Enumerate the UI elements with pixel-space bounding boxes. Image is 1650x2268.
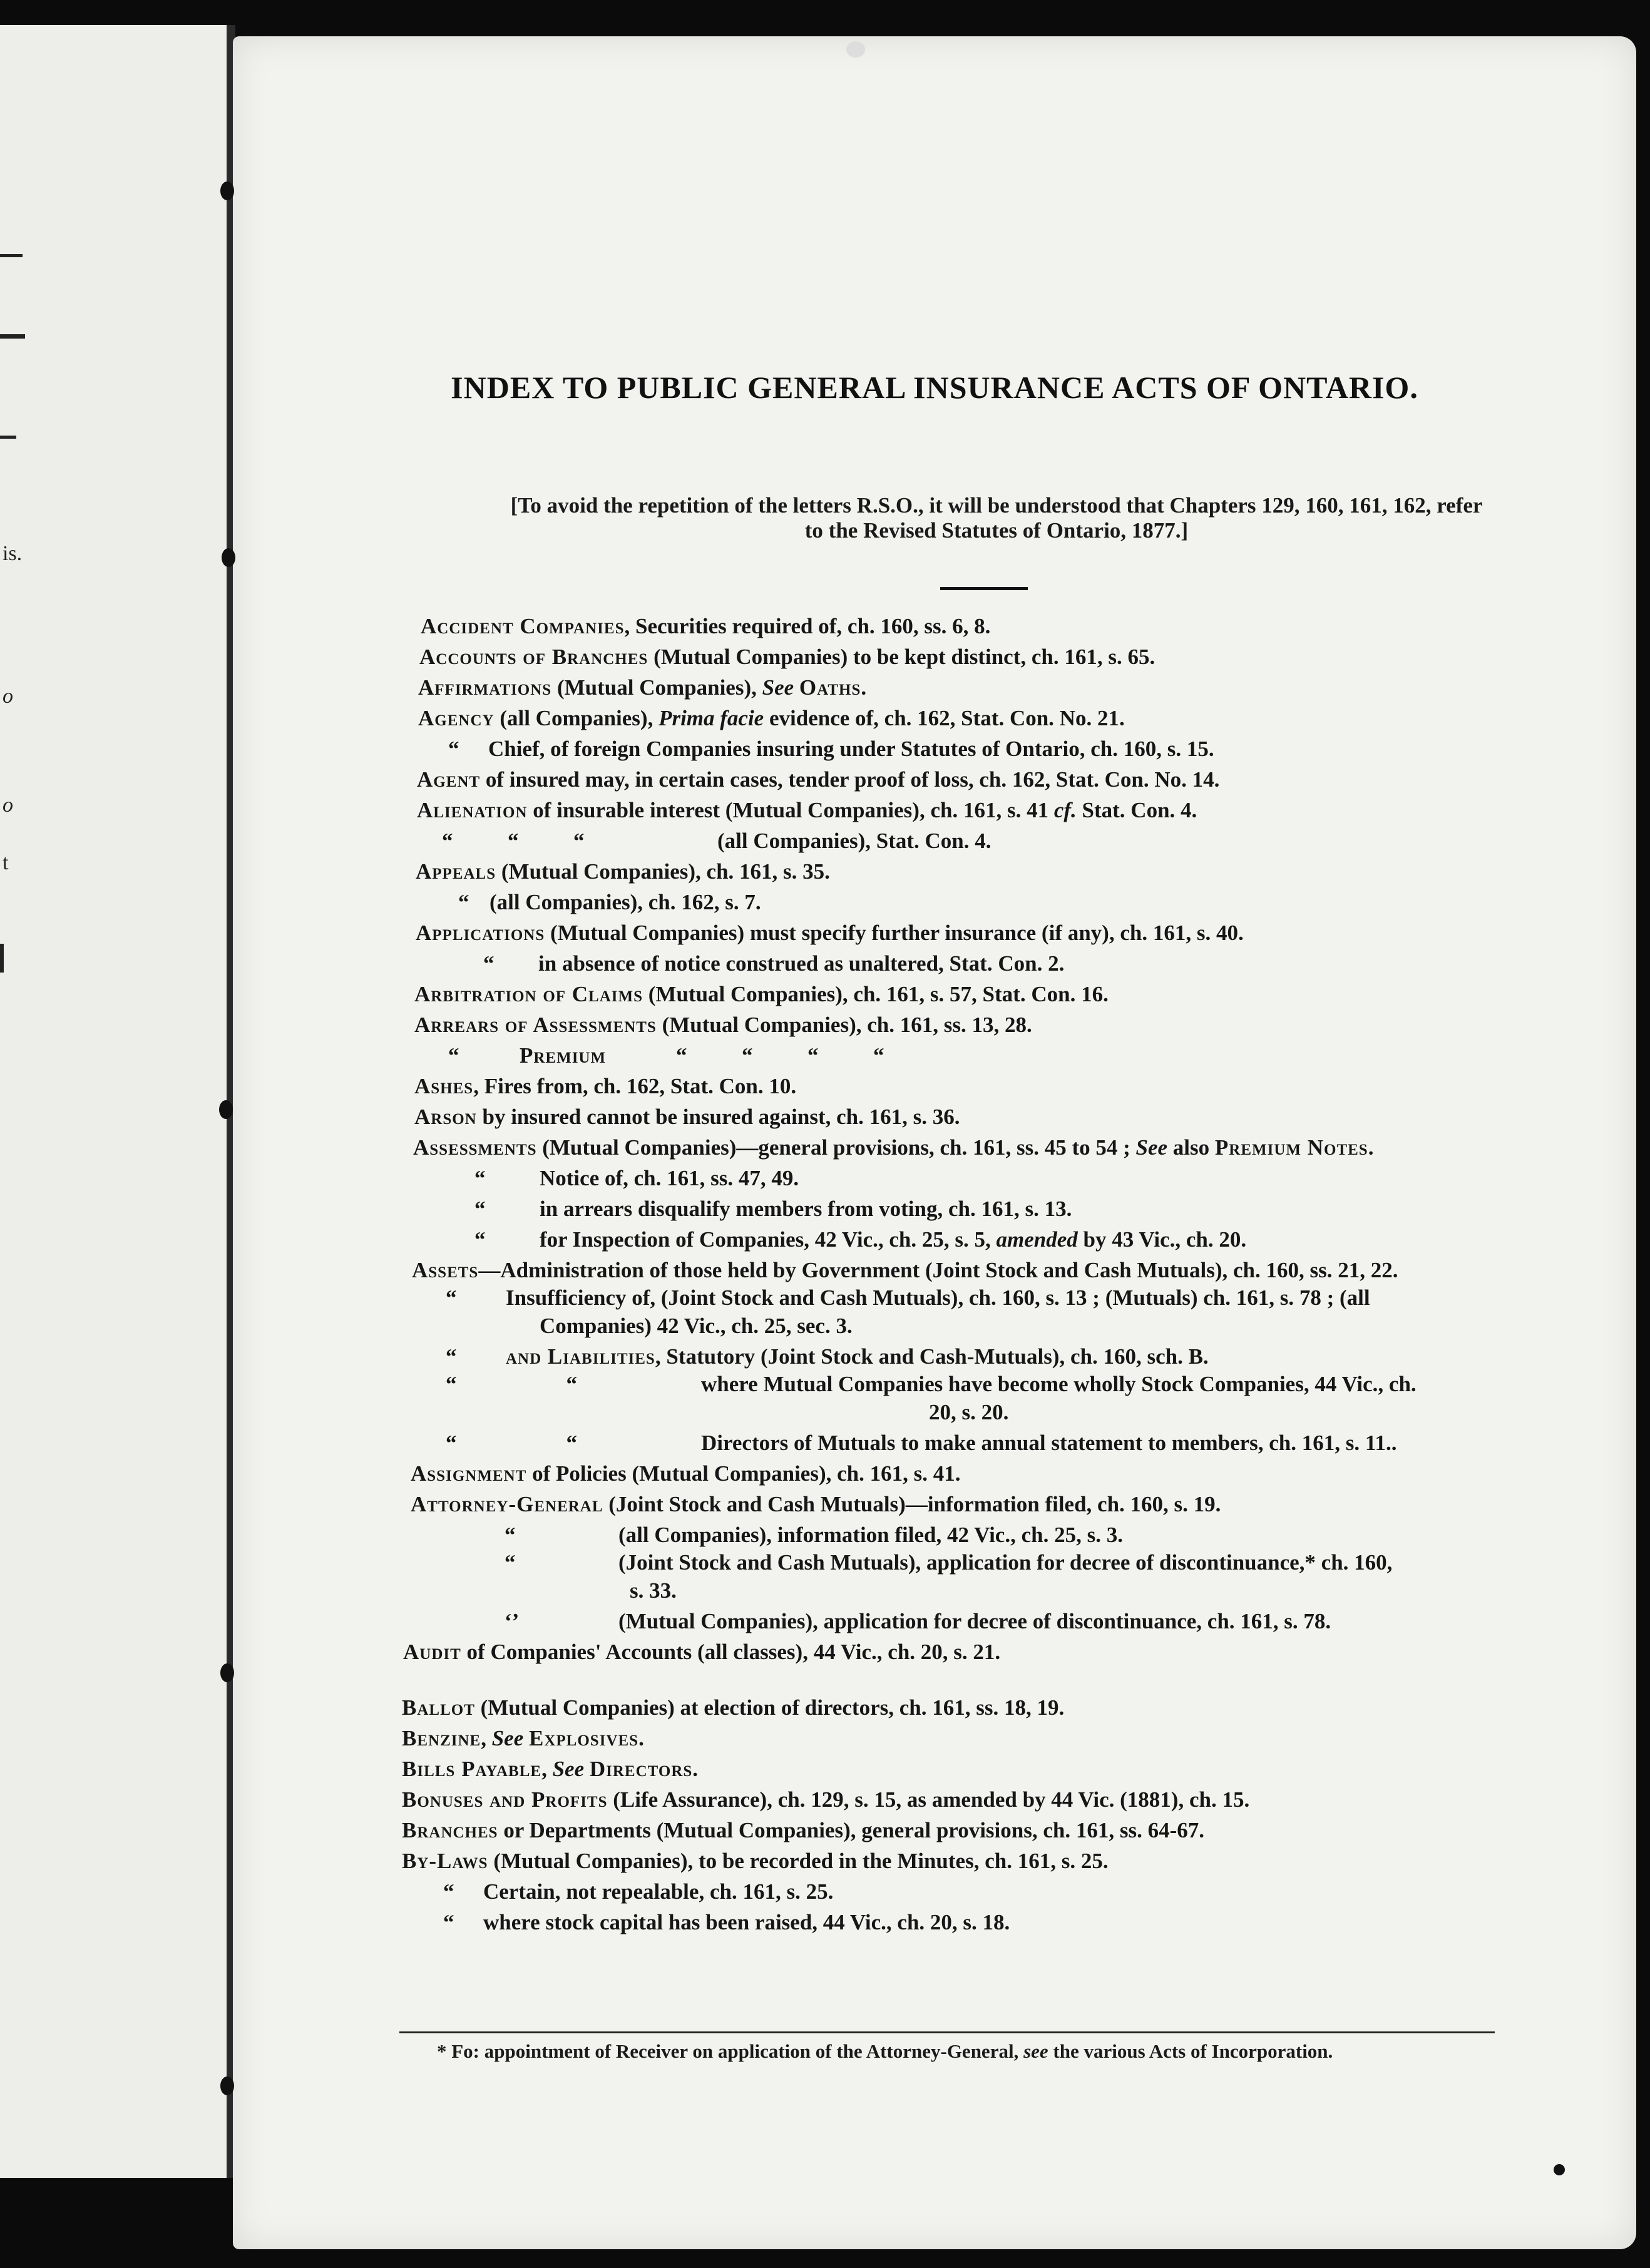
entry-heading: Accounts of Branches <box>419 645 648 669</box>
ditto-mark: ‘’ <box>505 1609 520 1633</box>
index-subentry <box>233 1224 1636 1255</box>
italic-term: amended <box>996 1227 1078 1252</box>
ditto-mark: “ <box>448 737 459 761</box>
entry-text: Chief, of foreign Companies insuring under Statutes of Ontario, ch. 160, s. 15. <box>488 737 1214 761</box>
entry-heading: By-Laws <box>402 1849 488 1873</box>
entry-text: (Mutual Companies)—general provisions, ch. 161, ss. 45 to 54 ; <box>536 1135 1136 1160</box>
entry-text: (Mutual Companies), to be recorded in the Minutes, ch. 161, s. 25. <box>488 1849 1109 1873</box>
index-entry <box>233 1637 1636 1667</box>
binding-stitch <box>222 548 235 567</box>
index-subentry <box>233 1606 1636 1637</box>
index-subentry <box>233 1550 1636 1575</box>
entry-text: s. 33. <box>630 1578 677 1603</box>
binding-stitch <box>219 1100 233 1119</box>
entry-heading: Agent <box>417 767 481 792</box>
footnote-rule <box>399 2031 1495 2033</box>
entry-heading: Agency <box>418 706 494 730</box>
see-reference: See <box>491 1726 524 1750</box>
ditto-mark: “ <box>446 1285 457 1310</box>
index-subentry <box>233 1341 1636 1372</box>
ditto-marks: “ “ “ <box>442 829 585 853</box>
entry-text: or Departments (Mutual Companies), general provisions, ch. 161, ss. 64-67. <box>498 1818 1205 1842</box>
index-continuation <box>233 1575 1636 1606</box>
entry-text: (all Companies), ch. 162, s. 7. <box>489 890 761 914</box>
cross-reference: Explosives <box>529 1726 639 1750</box>
entry-text: by insured cannot be insured against, ch. 161, s. 36. <box>476 1105 960 1129</box>
entry-text: where stock capital has been raised, 44 Vic., ch. 20, s. 18. <box>483 1910 1010 1934</box>
index-entry <box>233 641 1636 672</box>
index-subentry <box>233 1163 1636 1193</box>
ditto-mark: “ <box>443 1910 454 1934</box>
ditto-mark: “ <box>474 1197 486 1221</box>
left-page-fragment: t <box>3 851 9 874</box>
index-subentry <box>233 1876 1636 1907</box>
entry-text: Insufficiency of, (Joint Stock and Cash Mutuals), ch. 160, s. 13 ; (Mutuals) ch. 161, s. 78 ; (all <box>506 1285 1370 1310</box>
index-entry <box>233 1101 1636 1132</box>
ditto-marks: “ “ <box>446 1431 577 1455</box>
left-facing-page <box>0 25 230 2178</box>
index-subentry <box>233 1285 1636 1310</box>
left-page-fragment: is. <box>3 542 23 565</box>
paper-blot <box>846 41 865 58</box>
entry-text: (Mutual Companies), ch. 161, ss. 13, 28. <box>656 1013 1032 1037</box>
binding-stitch <box>220 1663 234 1682</box>
left-page-dash <box>0 436 16 439</box>
index-entry <box>233 1009 1636 1040</box>
see-reference: See <box>1135 1135 1168 1160</box>
ditto-mark: “ <box>483 951 494 976</box>
ditto-marks: “ “ <box>446 1372 577 1396</box>
ditto-mark: “ <box>446 1344 457 1369</box>
index-entry <box>233 611 1636 641</box>
entry-text: (Joint Stock and Cash Mutuals), application for decree of discontinuance,* ch. 160, <box>618 1550 1393 1575</box>
binding-stitch <box>220 2076 234 2095</box>
entry-text: , Securities required of, ch. 160, ss. 6, 8. <box>624 614 991 638</box>
entry-heading: Applications <box>416 921 545 945</box>
entry-heading: Alienation <box>417 798 528 822</box>
entry-text: (Life Assurance), ch. 129, s. 15, as amended by 44 Vic. (1881), ch. 15. <box>607 1787 1250 1812</box>
index-continuation <box>233 1397 1636 1428</box>
index-subentry <box>233 1428 1636 1458</box>
italic-term: Prima facie <box>658 706 764 730</box>
entry-text: . <box>1368 1135 1374 1160</box>
entry-text: (Mutual Companies), application for decree of discontinuance, ch. 161, s. 78. <box>618 1609 1331 1633</box>
ditto-mark: “ <box>474 1227 486 1252</box>
index-entry <box>233 672 1636 703</box>
entry-text: of Companies' Accounts (all classes), 44 Vic., ch. 20, s. 21. <box>461 1640 1001 1664</box>
index-subentry <box>233 887 1636 917</box>
entry-text: in absence of notice construed as unaltered, Stat. Con. 2. <box>538 951 1065 976</box>
entry-heading: Affirmations <box>418 675 552 700</box>
entry-text: where Mutual Companies have become wholly Stock Companies, 44 Vic., ch. <box>701 1372 1417 1396</box>
ditto-mark: “ <box>458 890 469 914</box>
cross-reference: Directors <box>589 1757 693 1781</box>
entry-heading: Benzine <box>402 1726 481 1750</box>
index-subentry <box>233 1372 1636 1397</box>
entry-heading: Premium <box>520 1043 607 1068</box>
cross-reference: Oaths <box>799 675 861 700</box>
index-entry <box>233 1071 1636 1101</box>
entry-heading: and Liabilities <box>506 1344 655 1369</box>
entry-heading: Assessments <box>413 1135 537 1160</box>
entry-text: in arrears disqualify members from voting, ch. 161, s. 13. <box>540 1197 1072 1221</box>
entry-text: (Mutual Companies), ch. 161, s. 35. <box>496 859 830 884</box>
entry-text: Directors of Mutuals to make annual statement to members, ch. 161, s. 11.. <box>701 1431 1397 1455</box>
entry-text: , Statutory (Joint Stock and Cash-Mutuals), ch. 160, sch. B. <box>655 1344 1209 1369</box>
entry-text: of Policies (Mutual Companies), ch. 161, s. 41. <box>526 1461 961 1486</box>
index-entry <box>233 917 1636 948</box>
entry-text: by 43 Vic., ch. 20. <box>1077 1227 1247 1252</box>
see-reference: See <box>552 1757 585 1781</box>
entry-text: (Mutual Companies), <box>551 675 762 700</box>
entry-text: (Joint Stock and Cash Mutuals)—information filed, ch. 160, s. 19. <box>603 1492 1221 1516</box>
entry-heading: Arson <box>414 1105 477 1129</box>
entry-text: Certain, not repealable, ch. 161, s. 25. <box>483 1879 834 1904</box>
entry-text: (all Companies), Stat. Con. 4. <box>717 829 992 853</box>
entry-heading: Ballot <box>402 1695 475 1720</box>
left-page-dash <box>0 334 25 339</box>
entry-text: (all Companies), <box>494 706 659 730</box>
entry-text: of insurable interest (Mutual Companies), ch. 161, s. 41 <box>527 798 1054 822</box>
ditto-mark: “ <box>474 1166 486 1190</box>
footnote-mark: * Fo: <box>437 2040 484 2062</box>
index-entry <box>233 795 1636 825</box>
entry-text: Notice of, ch. 161, ss. 47, 49. <box>540 1166 799 1190</box>
see-reference: See <box>762 675 794 700</box>
index-subentry <box>233 1520 1636 1550</box>
index-subentry <box>233 1193 1636 1224</box>
page-title: INDEX TO PUBLIC GENERAL INSURANCE ACTS OF ONTARIO. <box>451 370 1418 405</box>
ditto-mark: “ <box>443 1879 454 1904</box>
index-entry <box>233 1754 1636 1784</box>
entry-text: , Fires from, ch. 162, Stat. Con. 10. <box>473 1074 797 1098</box>
entry-heading: Accident Companies <box>421 614 625 638</box>
index-subentry <box>233 825 1636 856</box>
left-page-fragment: o <box>3 685 13 708</box>
entry-text: (Mutual Companies) at election of directors, ch. 161, ss. 18, 19. <box>474 1695 1065 1720</box>
ditto-mark: “ <box>505 1550 516 1575</box>
entry-text: Stat. Con. 4. <box>1076 798 1197 822</box>
ink-spot <box>1554 2164 1565 2175</box>
index-entry <box>233 1132 1636 1163</box>
entry-heading: Bonuses and Profits <box>402 1787 608 1812</box>
index-entry <box>233 764 1636 795</box>
preface-line: [To avoid the repetition of the letters R.S.O., it will be understood that Chapters 129, 160, 161, 162, refer <box>510 493 1483 518</box>
left-page-fragment: o <box>3 794 13 817</box>
entry-text: Companies) 42 Vic., ch. 25, sec. 3. <box>540 1314 853 1338</box>
index-entry <box>233 1815 1636 1846</box>
entry-text: (all Companies), information filed, 42 Vic., ch. 25, s. 3. <box>618 1523 1123 1547</box>
entry-heading: Branches <box>402 1818 498 1842</box>
index-entries <box>233 611 1636 1938</box>
ditto-marks: “ “ “ “ <box>676 1043 884 1068</box>
entry-heading: Ashes <box>414 1074 474 1098</box>
entry-heading: Arbitration of Claims <box>414 982 643 1006</box>
entry-text: 20, s. 20. <box>929 1400 1009 1424</box>
italic-term: cf. <box>1053 798 1077 822</box>
index-continuation <box>233 1310 1636 1341</box>
index-subentry <box>233 1040 1636 1071</box>
index-entry <box>233 1489 1636 1520</box>
entry-heading: Appeals <box>416 859 496 884</box>
entry-heading: Assignment <box>411 1461 527 1486</box>
entry-text: evidence of, ch. 162, Stat. Con. No. 21. <box>764 706 1125 730</box>
entry-text: —Administration of those held by Government (Joint Stock and Cash Mutuals), ch. 160, ss. 21, 22. <box>478 1258 1398 1282</box>
index-subentry <box>233 733 1636 764</box>
index-entry <box>233 1255 1636 1285</box>
entry-heading: Assets <box>412 1258 479 1282</box>
entry-text: also <box>1167 1135 1215 1160</box>
binding-stitch <box>220 181 234 200</box>
see-reference: see <box>1023 2040 1048 2062</box>
entry-text: , <box>541 1757 553 1781</box>
index-entry <box>233 1723 1636 1754</box>
preface-note <box>421 493 1572 543</box>
index-entry <box>233 703 1636 733</box>
entry-heading: Bills Payable <box>402 1757 542 1781</box>
title-divider <box>940 587 1028 590</box>
entry-text: . <box>861 675 867 700</box>
left-page-dash <box>0 944 4 973</box>
index-entry <box>233 1458 1636 1489</box>
ditto-mark: “ <box>448 1043 459 1068</box>
entry-text: (Mutual Companies) to be kept distinct, ch. 161, s. 65. <box>648 645 1156 669</box>
cross-reference: Premium Notes <box>1214 1135 1368 1160</box>
index-entry <box>233 979 1636 1009</box>
entry-text: for Inspection of Companies, 42 Vic., ch. 25, s. 5, <box>540 1227 997 1252</box>
entry-text: . <box>692 1757 699 1781</box>
footnote-text: the various Acts of Incorporation. <box>1048 2040 1333 2062</box>
entry-text: . <box>638 1726 644 1750</box>
footnote <box>437 2039 1333 2064</box>
entry-text: (Mutual Companies), ch. 161, s. 57, Stat. Con. 16. <box>643 982 1109 1006</box>
entry-text: of insured may, in certain cases, tender proof of loss, ch. 162, Stat. Con. No. 14. <box>480 767 1220 792</box>
ditto-mark: “ <box>505 1523 516 1547</box>
entry-text: , <box>481 1726 492 1750</box>
index-subentry <box>233 1907 1636 1938</box>
entry-text: (Mutual Companies) must specify further insurance (if any), ch. 161, s. 40. <box>545 921 1244 945</box>
index-entry <box>233 1846 1636 1876</box>
footnote-text: appointment of Receiver on application of the Attorney-General, <box>484 2040 1024 2062</box>
entry-heading: Arrears of Assessments <box>414 1013 657 1037</box>
entry-heading: Audit <box>403 1640 461 1664</box>
index-page <box>233 36 1636 2249</box>
entry-heading: Attorney-General <box>411 1492 603 1516</box>
index-entry <box>233 856 1636 887</box>
index-subentry <box>233 948 1636 979</box>
preface-line: to the Revised Statutes of Ontario, 1877.] <box>804 518 1189 543</box>
index-entry <box>233 1784 1636 1815</box>
left-page-dash <box>0 254 23 257</box>
index-entry <box>233 1692 1636 1723</box>
